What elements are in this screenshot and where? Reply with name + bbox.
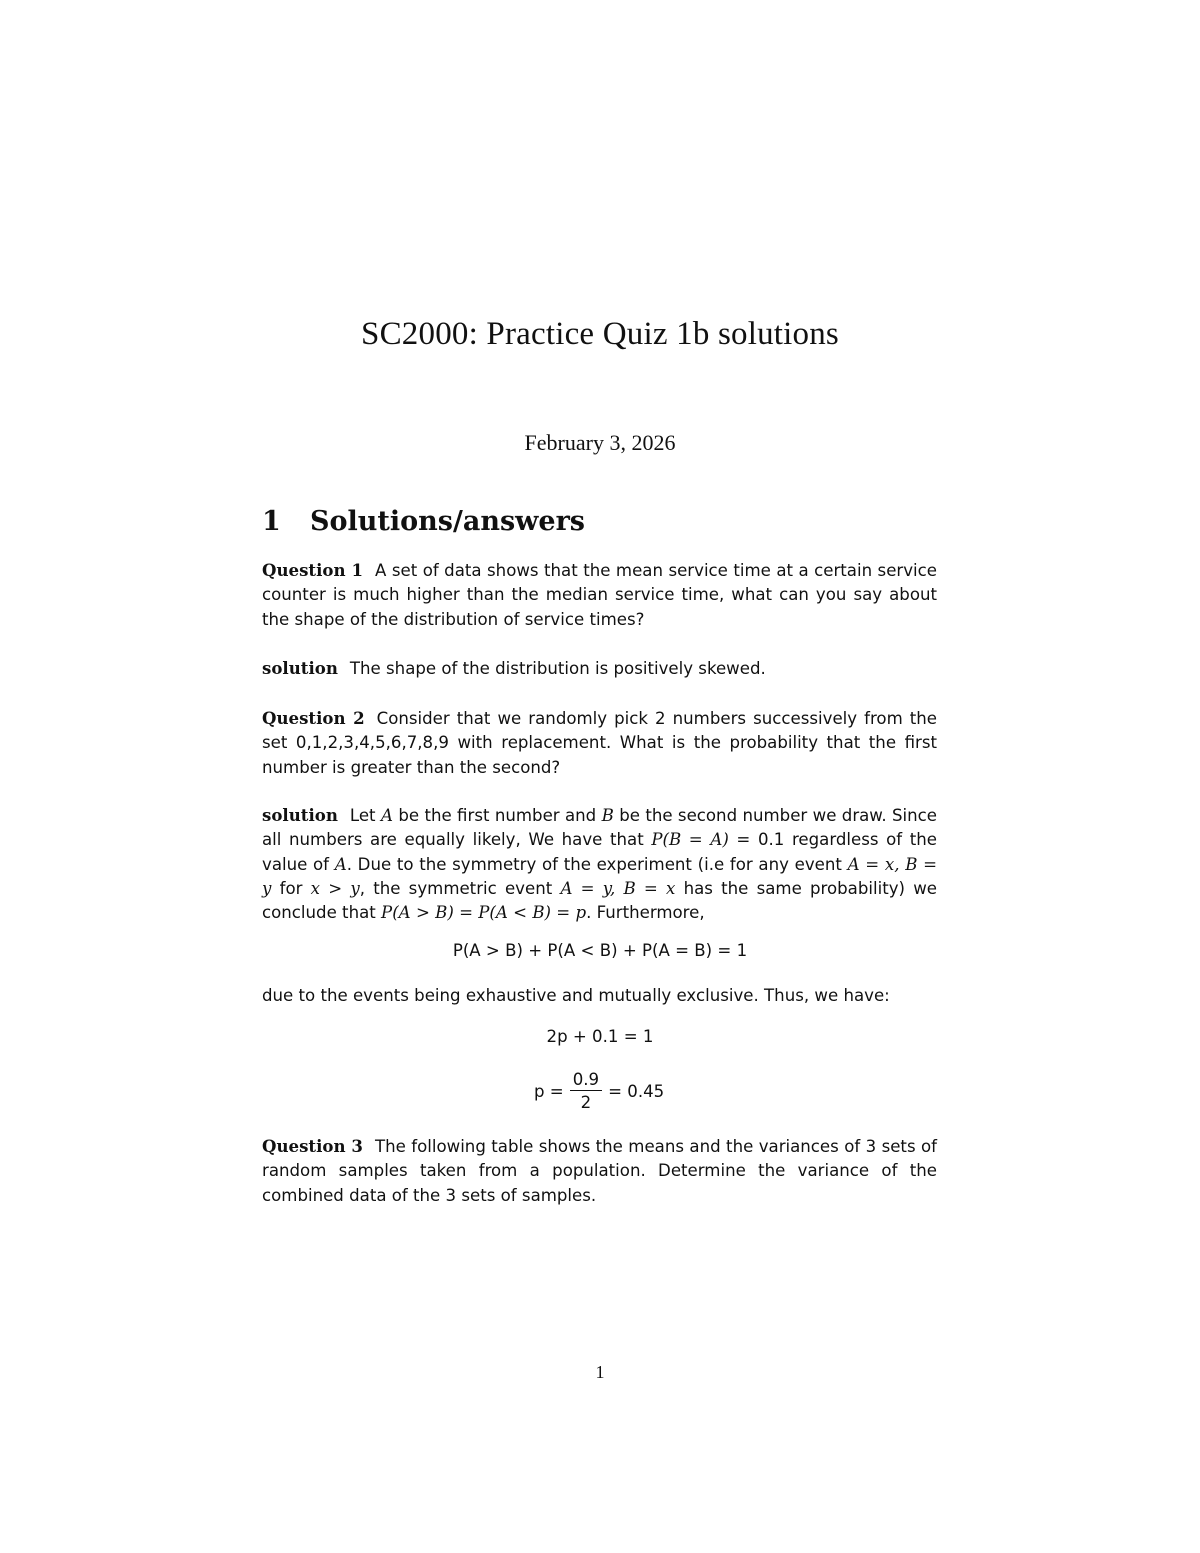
fraction-denominator: 2 bbox=[580, 1092, 592, 1112]
equation-3-lhs: p = bbox=[534, 1081, 564, 1101]
solution-2-text-9: . Furthermore, bbox=[586, 903, 705, 923]
question-2-text: Consider that we randomly pick 2 numbers successively from the set 0,1,2,3,4,5,6,7,8,9 with replacement. What is the probability that the first number is greater than the second? bbox=[262, 709, 938, 777]
math-x-greater-y: x > y bbox=[310, 878, 360, 898]
equation-3-rhs: = 0.45 bbox=[608, 1081, 665, 1101]
math-event-ax-by: A = x, B = y bbox=[262, 854, 938, 898]
equation-2: 2p + 0.1 = 1 bbox=[546, 1027, 654, 1046]
question-1-text: A set of data shows that the mean service time at a certain service counter is much higher than the median service time, what can you say about the shape of the distribution of service times? bbox=[262, 561, 938, 629]
solution-2 bbox=[262, 803, 937, 925]
solution-2-text-6: for bbox=[271, 878, 311, 898]
question-2 bbox=[262, 706, 937, 780]
math-p-b-equals-a: P(B = A) bbox=[651, 830, 729, 850]
solution-2-text-3: be the second number we draw. Since all numbers are equally likely, We have that bbox=[262, 806, 938, 850]
equation-1: P(A > B) + P(A < B) + P(A = B) = 1 bbox=[452, 941, 748, 960]
section-title: Solutions/answers bbox=[310, 506, 585, 537]
section-number: 1 bbox=[262, 506, 281, 537]
document-title: SC2000: Practice Quiz 1b solutions bbox=[361, 316, 839, 352]
section-heading bbox=[262, 506, 585, 537]
math-var-b: B bbox=[601, 806, 614, 825]
question-1-label: Question 1 bbox=[262, 560, 364, 580]
solution-2-label: solution bbox=[262, 805, 338, 825]
equation-3 bbox=[534, 1066, 664, 1116]
question-3-label: Question 3 bbox=[262, 1136, 363, 1156]
question-3 bbox=[262, 1134, 937, 1208]
solution-2-text-7: , the symmetric event bbox=[359, 878, 561, 898]
paragraph-after-equation: due to the events being exhaustive and mutually exclusive. Thus, we have: bbox=[262, 986, 890, 1005]
question-1 bbox=[262, 558, 937, 632]
question-2-label: Question 2 bbox=[262, 708, 365, 728]
solution-2-text-4: = 0.1 regardless of the value of bbox=[262, 830, 937, 874]
fraction-numerator: 0.9 bbox=[570, 1069, 602, 1091]
solution-1-label: solution bbox=[262, 658, 338, 678]
page-number: 1 bbox=[595, 1362, 605, 1382]
math-var-a: A bbox=[380, 806, 393, 825]
document-date: February 3, 2026 bbox=[524, 430, 676, 455]
solution-1-text: The shape of the distribution is positively skewed. bbox=[349, 659, 766, 678]
solution-1 bbox=[262, 656, 937, 681]
math-event-ay-bx: A = y, B = x bbox=[560, 878, 676, 898]
solution-2-text-8: has the same probability) we conclude that bbox=[262, 878, 938, 923]
solution-2-text-1: Let bbox=[349, 806, 381, 825]
math-symmetry: P(A > B) = P(A < B) = p bbox=[381, 903, 587, 923]
math-var-a-2: A bbox=[334, 854, 347, 874]
solution-2-text-2: be the first number and bbox=[392, 806, 602, 825]
solution-2-text-5: . Due to the symmetry of the experiment (i.e for any event bbox=[346, 854, 848, 874]
fraction bbox=[570, 1069, 602, 1114]
question-3-text: The following table shows the means and the variances of 3 sets of random samples taken from a population. Determine the variance of the combined data of the 3 sets of samples. bbox=[262, 1137, 937, 1205]
